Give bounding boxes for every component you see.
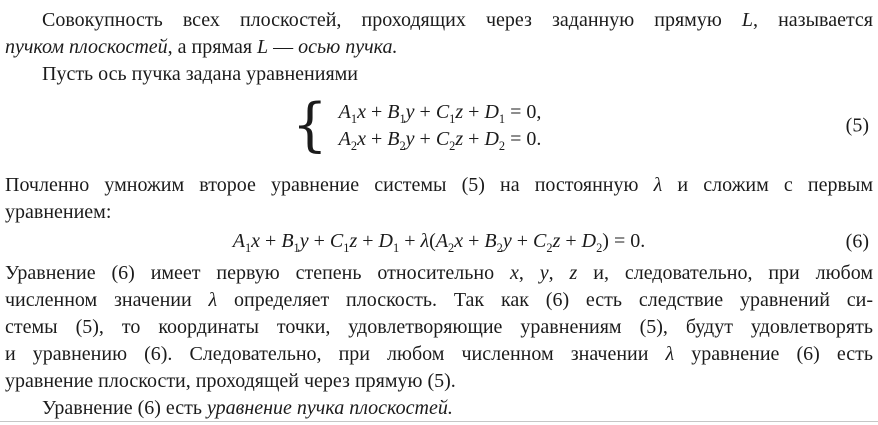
page-scan-edge [0,421,878,422]
math-variable-lambda: λ [653,174,663,196]
text-run: стемы (5), то координаты точки, удовлетворяющие уравнениям (5), будут удовлетворять [5,316,873,338]
math-variable-lambda: λ [208,289,218,311]
text-run: уравнением: [5,201,112,223]
system-brace: { [292,91,328,160]
text-run: и, следовательно, при любом [577,262,874,284]
equation-6 [5,228,873,255]
text-line [5,314,873,341]
text-line [5,7,873,34]
text-run: Уравнение (6) есть [42,397,208,419]
equation-5-line-2: $A_2x + B_2y + C_2z + D_2 = 0$. [338,128,542,153]
text-run: , а прямая [167,36,258,58]
paragraph-conclusion [5,395,873,422]
equation-lines [339,99,542,153]
term-pencil-equation: уравнение пучка плоскостей. [207,397,453,419]
text-run: Совокупность всех плоскостей, проходящих через заданную прямую [42,9,742,31]
text-run: и сложим с первым [662,174,873,196]
equation-system-5 [5,91,873,160]
text-line [5,199,873,226]
equation-6-line: $A_1x + B_1y + C_1z + D_1 + \lambda(A_2x + B_2y + C_2z + D_2) = 0$. [232,230,646,255]
text-run: и уравнению (6). Следовательно, при любом численном значении [5,343,666,365]
equation-system-body [292,91,873,160]
equation-5-line-1: $A_1x + B_1y + C_1z + D_1 = 0$, [338,101,542,126]
text-line [5,395,873,422]
paragraph-discussion [5,260,873,395]
text-run: Пусть ось пучка задана уравнениями [42,63,359,85]
math-variables-xyz: x, y, z [509,262,578,284]
math-variable-lambda: λ [665,343,675,365]
text-run: — [268,36,299,58]
text-line [5,34,873,61]
term-axis-of-pencil: осью пучка. [298,36,398,58]
equation-label-6: (6) [845,230,869,252]
paragraph-definition [5,7,873,88]
text-run: , называется [753,9,874,31]
equation-label-5: (5) [845,114,869,137]
text-run: уравнение (6) есть [674,343,873,365]
text-line [5,260,873,287]
text-run: численном значении [5,289,209,311]
text-run: определяет плоскость. Так как (6) есть следствие уравнений си- [217,289,874,311]
text-run: Уравнение (6) имеет первую степень относительно [5,262,510,284]
text-run: уравнение плоскости, проходящей через прямую (5). [5,370,456,392]
text-line [5,172,873,199]
text-line [5,368,873,395]
text-line [5,287,873,314]
text-line [5,341,873,368]
paragraph-multiply [5,172,873,226]
term-pencil-of-planes: пучком плоскостей [5,36,168,58]
text-run: Почленно умножим второе уравнение системы (5) на постоянную [5,174,654,196]
math-variable-L: L [257,36,269,58]
math-variable-L: L [741,9,753,31]
text-line [5,61,873,88]
